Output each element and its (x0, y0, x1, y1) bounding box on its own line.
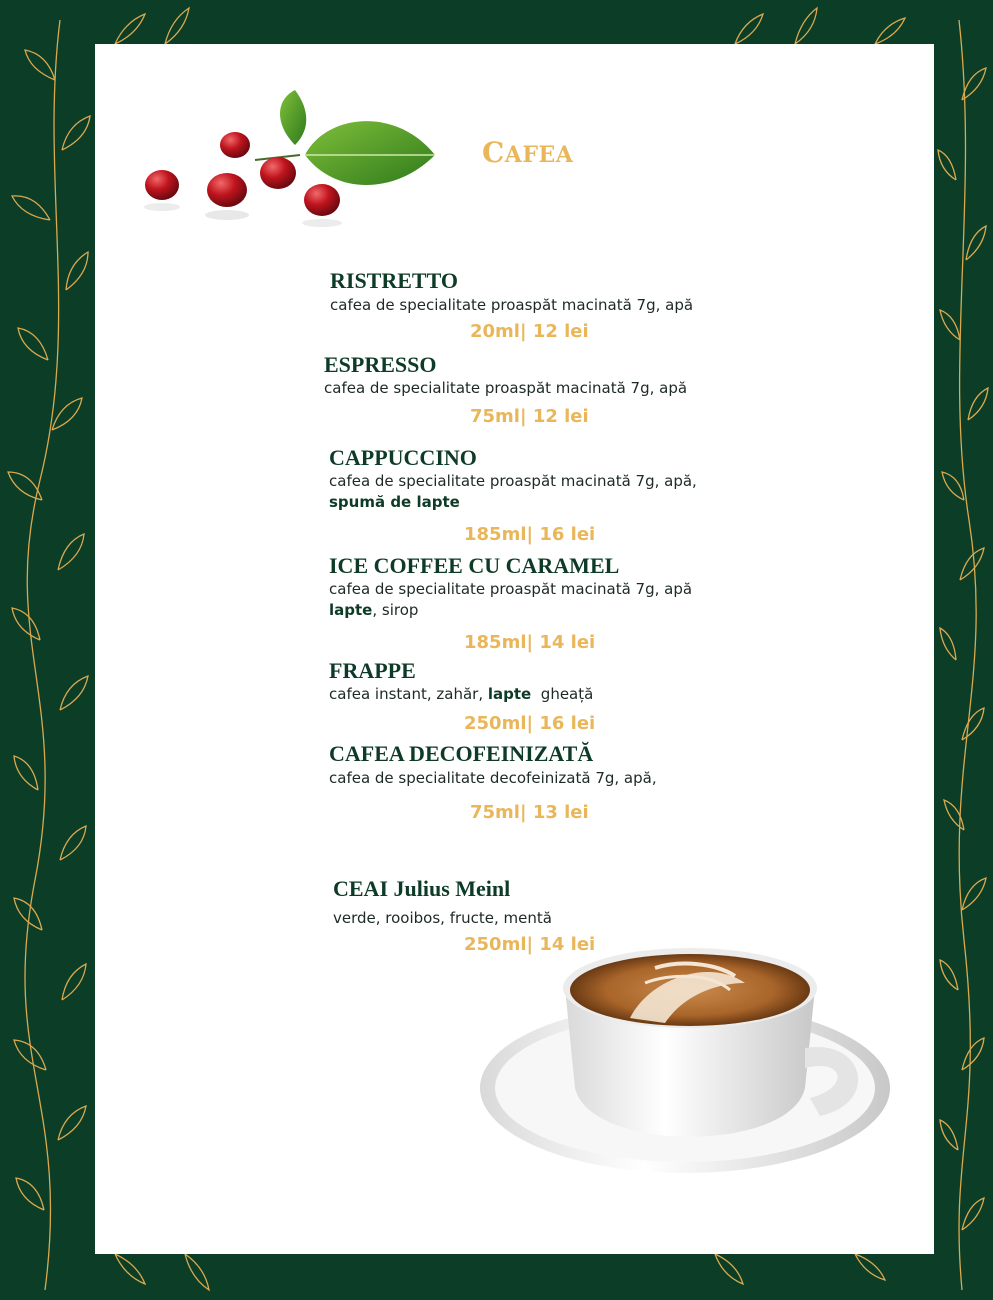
coffee-cherries-image (135, 85, 450, 265)
ice-coffee-description-2: lapte, sirop (329, 601, 419, 619)
ristretto-name: RISTRETTO (330, 268, 458, 293)
frappe-name: FRAPPE (329, 658, 416, 683)
page-title: CAFEA (482, 136, 574, 169)
cappuccino-description-bold: spumă de lapte (329, 493, 460, 511)
ceai-name: CEAI Julius Meinl (333, 876, 511, 901)
espresso-name: ESPRESSO (324, 352, 437, 377)
bottom-vine-decoration (95, 1254, 934, 1300)
espresso-description: cafea de specialitate proaspăt macinată 7g, apă (324, 379, 688, 397)
ice-coffee-price: 185ml| 14 lei (464, 632, 596, 653)
left-vine-decoration (0, 0, 95, 1300)
ristretto-price: 20ml| 12 lei (470, 321, 589, 342)
decaf-price: 75ml| 13 lei (470, 802, 589, 823)
ristretto-description: cafea de specialitate proaspăt macinată 7g, apă (330, 296, 694, 314)
cappuccino-name: CAPPUCCINO (329, 445, 477, 470)
ceai-price: 250ml| 14 lei (464, 934, 596, 955)
cappuccino-price: 185ml| 16 lei (464, 524, 596, 545)
frappe-description: cafea instant, zahăr, lapte gheață (329, 685, 594, 703)
decaf-description: cafea de specialitate decofeinizată 7g, apă, (329, 769, 657, 787)
ice-coffee-name: ICE COFFEE CU CARAMEL (329, 553, 620, 578)
ice-coffee-description: cafea de specialitate proaspăt macinată 7g, apă (329, 580, 693, 598)
cappuccino-cup-image (480, 938, 900, 1178)
espresso-price: 75ml| 12 lei (470, 406, 589, 427)
decaf-name: CAFEA DECOFEINIZATĂ (329, 741, 594, 766)
top-vine-decoration (95, 0, 934, 44)
right-vine-decoration (934, 0, 993, 1300)
frappe-price: 250ml| 16 lei (464, 713, 596, 734)
cappuccino-description: cafea de specialitate proaspăt macinată 7g, apă, (329, 472, 697, 490)
ceai-description: verde, rooibos, fructe, mentă (333, 909, 552, 927)
